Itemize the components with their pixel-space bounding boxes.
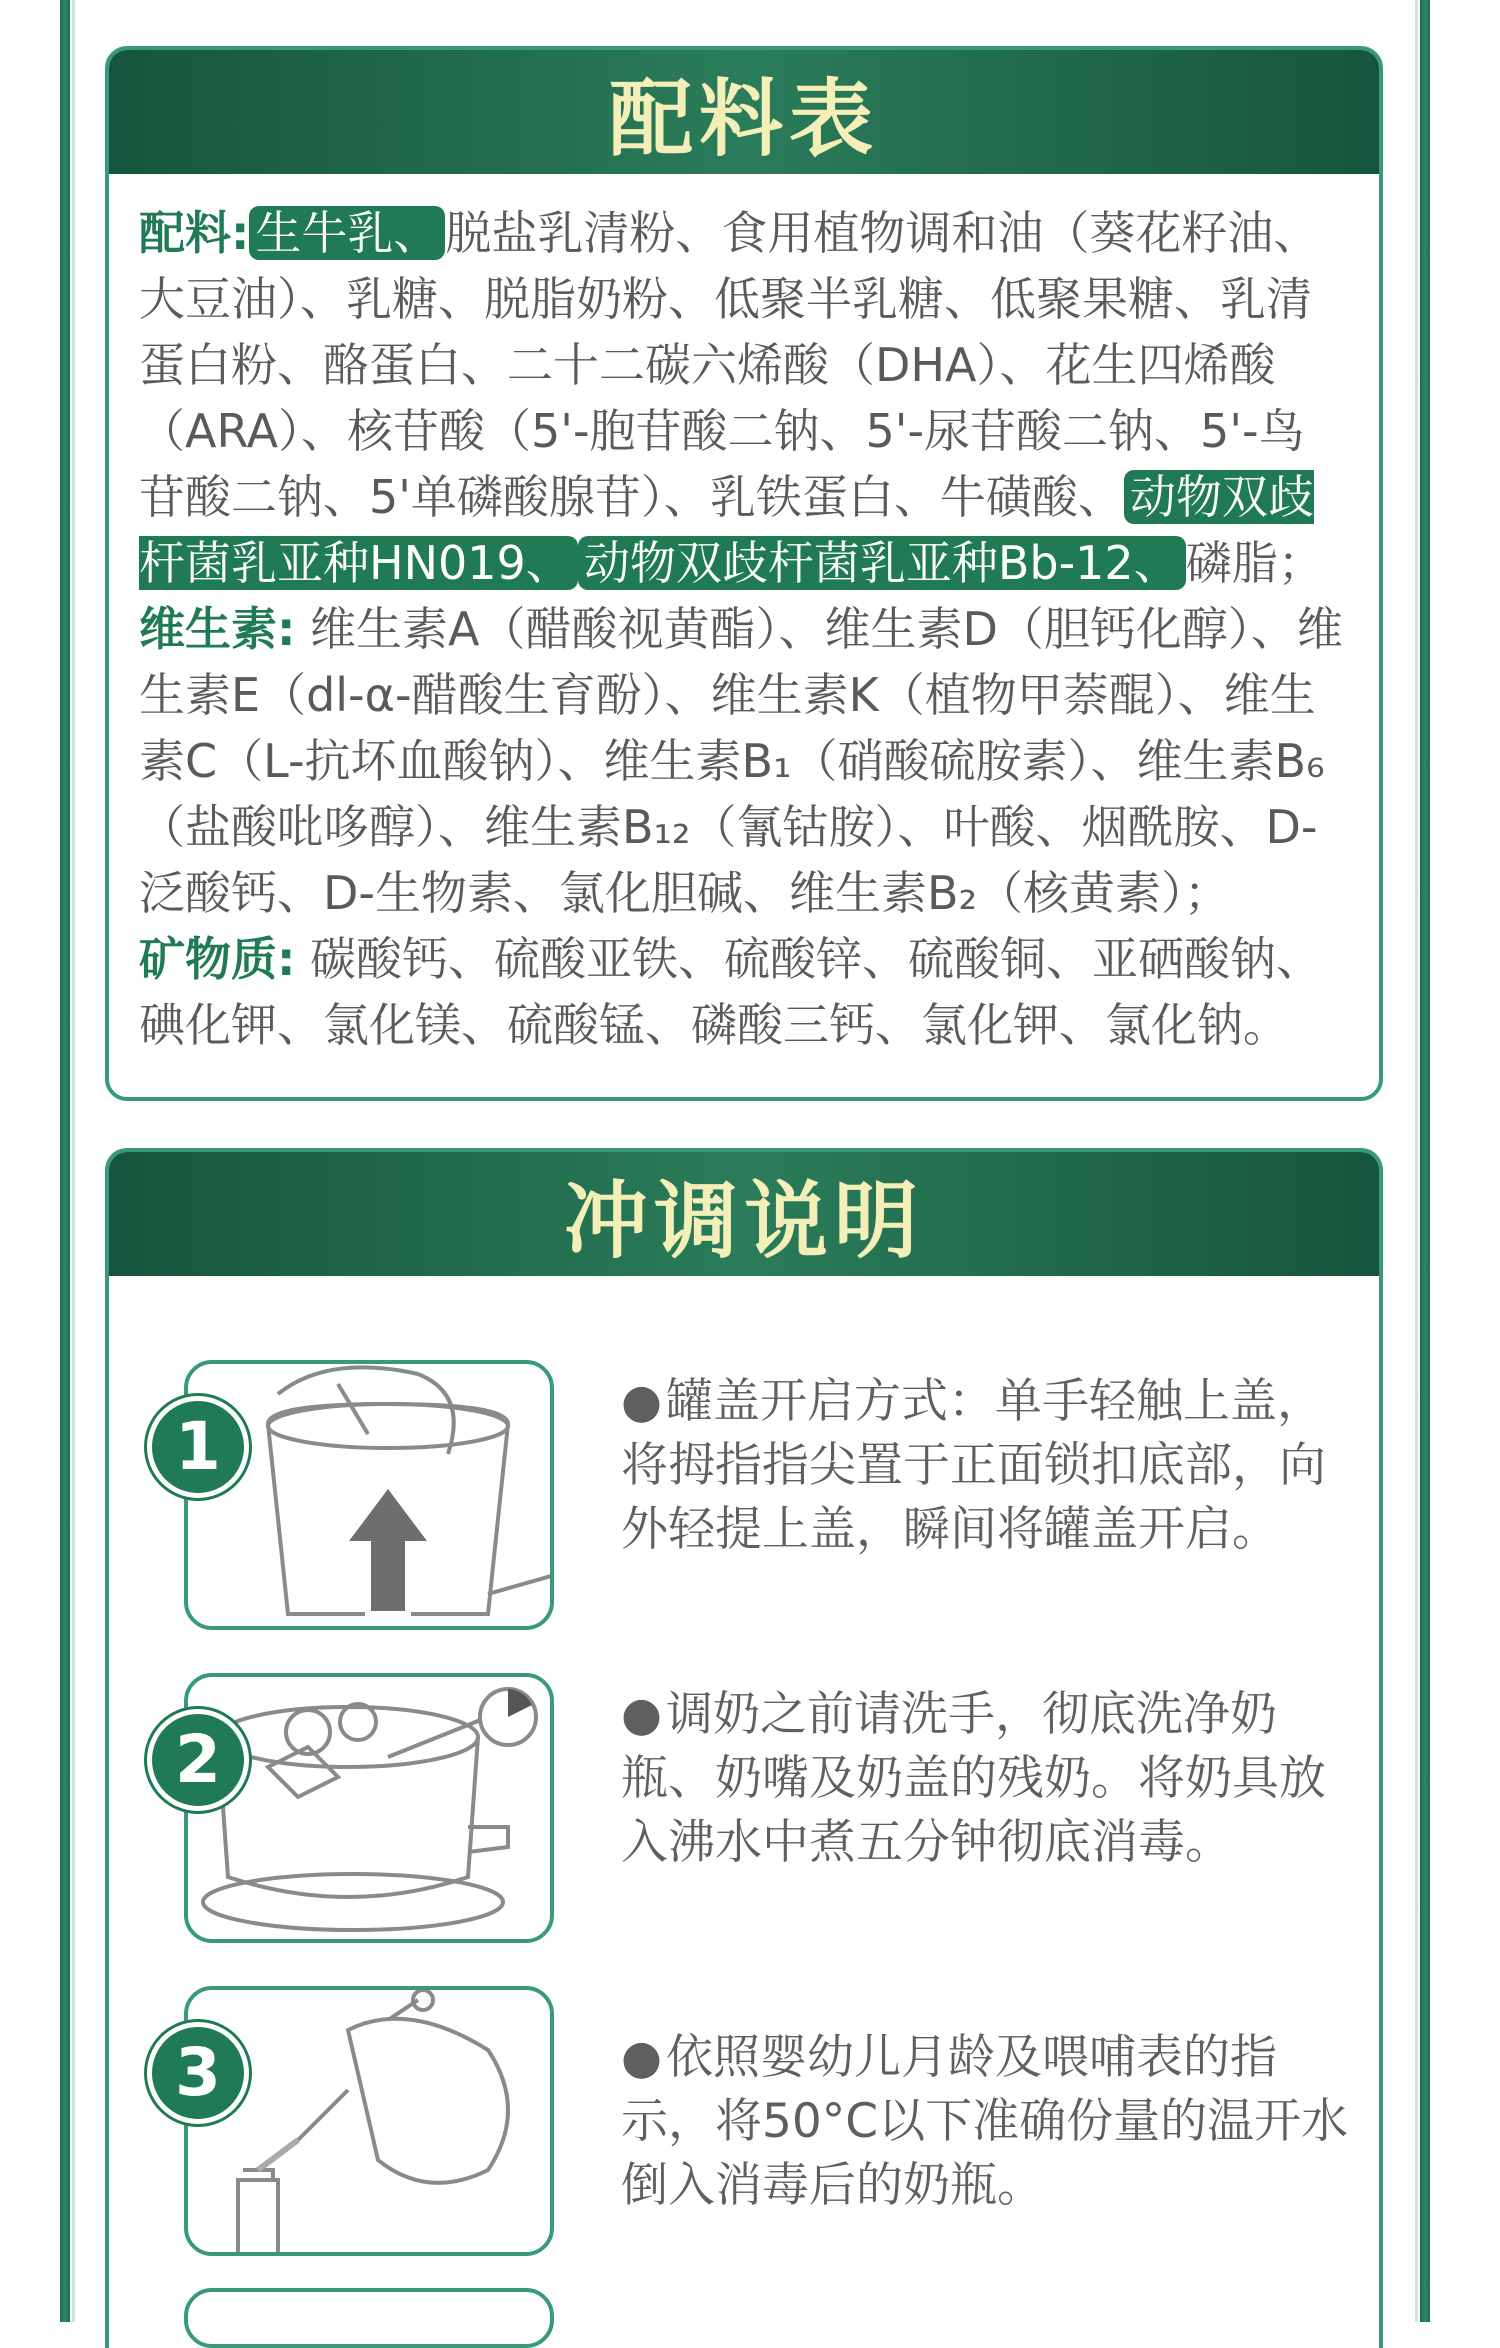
- left-border-line: [60, 0, 70, 2322]
- step-text: [621, 2026, 1361, 2218]
- highlight-bb12: 动物双歧杆菌乳亚种Bb-12、: [578, 536, 1186, 590]
- step-number-badge: 3: [147, 2022, 249, 2124]
- mineral-paragraph: [139, 926, 1349, 1058]
- step-text: [621, 1370, 1361, 1562]
- instructions-header: [109, 1152, 1379, 1280]
- instructions-card: [105, 1148, 1383, 2348]
- mineral-text: 碳酸钙、硫酸亚铁、硫酸锌、硫酸铜、亚硒酸钠、碘化钾、氯化镁、硫酸锰、磷酸三钙、氯化钾、氯化钠。: [139, 932, 1323, 1052]
- mineral-label: 矿物质:: [139, 932, 296, 986]
- step-1: [109, 1360, 1379, 1640]
- ingredients-header: [109, 50, 1379, 178]
- vitamin-label: 维生素:: [139, 602, 296, 656]
- steps-list: [109, 1280, 1379, 2348]
- step-description: 依照婴幼儿月龄及喂哺表的指示，将50°C以下准确份量的温开水倒入消毒后的奶瓶。: [621, 2030, 1349, 2213]
- ingredients-paragraph: [139, 200, 1349, 596]
- instructions-title: 冲调说明: [563, 1171, 924, 1270]
- ingredients-title: 配料表: [608, 69, 879, 168]
- can-lid-open-icon: [184, 1360, 554, 1630]
- step-description: 罐盖开启方式：单手轻触上盖，将拇指指尖置于正面锁扣底部，向外轻提上盖，瞬间将罐盖开启。: [621, 1374, 1326, 1557]
- ingredients-text-2: 磷脂；: [1185, 536, 1324, 590]
- bullet-dot: ●: [621, 1374, 663, 1429]
- vitamin-paragraph: [139, 596, 1349, 926]
- ingredients-label: 配料:: [139, 206, 250, 260]
- boiling-pot-icon: [184, 1673, 554, 1943]
- step-text: [621, 1683, 1361, 1875]
- next-step-card-partial: [184, 2288, 554, 2348]
- highlight-hn019: 动物双歧杆菌乳亚种HN019、: [139, 470, 1314, 590]
- vitamin-text: 维生素A（醋酸视黄酯）、维生素D（胆钙化醇）、维生素E（dl-α-醋酸生育酚）、维生素K（植物甲萘醌）、维生素C（L-抗坏血酸钠）、维生素B₁（硝酸硫胺素）、维生素B₆（盐酸吡哆醇）、维生素B₁₂（氰钴胺）、叶酸、烟酰胺、D-泛酸钙、D-生物素、氯化胆碱、维生素B₂（核黄素）；: [139, 602, 1343, 920]
- bullet-dot: ●: [621, 1687, 663, 1742]
- ingredients-body: [109, 178, 1379, 1088]
- bullet-dot: ●: [621, 2030, 663, 2085]
- step-number-badge: 2: [147, 1709, 249, 1811]
- ingredients-card: [105, 46, 1383, 1101]
- highlight-raw-milk: 生牛乳、: [249, 206, 445, 260]
- step-3: [109, 1986, 1379, 2266]
- right-border-line: [1420, 0, 1430, 2322]
- ingredients-text-1: 脱盐乳清粉、食用植物调和油（葵花籽油、大豆油）、乳糖、脱脂奶粉、低聚半乳糖、低聚果糖、乳清蛋白粉、酪蛋白、二十二碳六烯酸（DHA）、花生四烯酸（ARA）、核苷酸（5'-胞苷酸二钠、5'-尿苷酸二钠、5'-鸟苷酸二钠、5'单磷酸腺苷）、乳铁蛋白、牛磺酸、: [139, 206, 1320, 524]
- kettle-pour-icon: [184, 1986, 554, 2256]
- step-2: [109, 1673, 1379, 1953]
- step-number-badge: 1: [147, 1396, 249, 1498]
- step-description: 调奶之前请洗手，彻底洗净奶瓶、奶嘴及奶盖的残奶。将奶具放入沸水中煮五分钟彻底消毒。: [621, 1687, 1326, 1870]
